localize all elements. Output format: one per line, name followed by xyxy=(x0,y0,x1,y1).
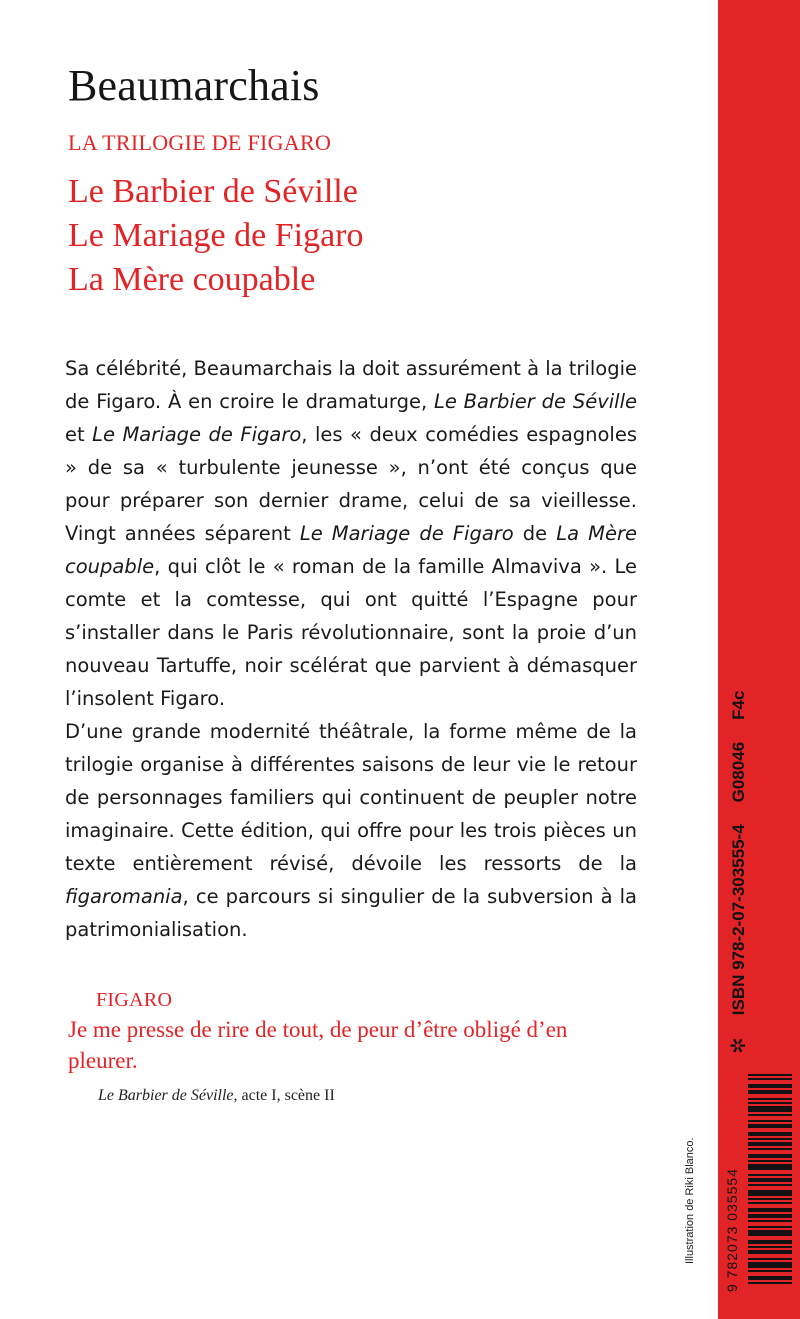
barcode-digits: 9 782073 035554 xyxy=(724,1168,740,1292)
work-titles xyxy=(68,170,364,302)
barcode-bar xyxy=(748,1282,792,1284)
barcode-bar xyxy=(748,1214,792,1216)
barcode-bar xyxy=(748,1246,792,1248)
barcode-bar xyxy=(748,1124,792,1126)
barcode-bar xyxy=(748,1250,792,1252)
barcode-bar xyxy=(748,1242,792,1244)
barcode-bar xyxy=(748,1132,792,1134)
barcode-bar xyxy=(748,1226,792,1228)
series-title: LA TRILOGIE DE FIGARO xyxy=(68,130,332,155)
barcode-bar xyxy=(748,1108,792,1110)
barcode-bar xyxy=(748,1168,792,1170)
barcode-bar xyxy=(748,1276,792,1278)
barcode-bar xyxy=(748,1078,792,1080)
author-name: Beaumarchais xyxy=(68,61,320,110)
barcode-bar xyxy=(748,1192,792,1194)
barcode-bar xyxy=(748,1154,792,1156)
barcode-bar xyxy=(748,1166,792,1168)
barcode-bar xyxy=(748,1102,792,1104)
quote-text: Je me presse de rire de tout, de peur d’être obligé d’en pleurer. xyxy=(68,1017,568,1073)
product-code: G08046 xyxy=(728,741,748,803)
barcode-bar xyxy=(748,1270,792,1272)
barcode-bar xyxy=(748,1138,792,1140)
barcode-bar xyxy=(748,1110,792,1112)
barcode-bar xyxy=(748,1114,792,1116)
barcode-bar xyxy=(748,1234,792,1236)
blurb-paragraph-1: Sa célébrité, Beaumarchais la doit assurément à la trilogie de Figaro. À en croire le dramaturge, Le Barbier de Séville et Le Mariage de Figaro, les « deux comédies espagnoles » de sa « turbulente jeunesse », n’ont été conçus que pour préparer son dernier drame, celui de sa vieillesse. Vingt années séparent Le Mariage de Figaro de La Mère coupable, qui clôt le « roman de la famille Almaviva ». Le comte et la comtesse, qui ont quitté l’Espagne pour s’installer dans le Paris révolutionnaire, sont la proie d’un nouveau Tartuffe, noir scélérat que parvient à démasquer l’insolent Figaro. xyxy=(65,357,638,710)
title-1: Le Barbier de Séville xyxy=(68,173,358,210)
barcode-bar xyxy=(748,1208,792,1210)
barcode-bar xyxy=(748,1202,792,1204)
barcode-bar xyxy=(748,1106,792,1108)
barcode-bar xyxy=(748,1098,792,1100)
barcode-bar xyxy=(748,1120,792,1122)
barcode-bar xyxy=(748,1216,792,1218)
barcode-bar xyxy=(748,1126,792,1128)
blurb-paragraph-2: D’une grande modernité théâtrale, la forme même de la trilogie organise à différentes saisons de leur vie le retour de personnages familiers qui continuent de peupler notre imaginaire. Cette édition, qui offre pour les trois pièces un texte entièrement révisé, dévoile les ressorts de la figaromania, ce parcours si singulier de la subversion à la patrimonialisation. xyxy=(65,720,637,941)
barcode-bar xyxy=(748,1156,792,1158)
barcode-bar xyxy=(748,1210,792,1212)
title-2: Le Mariage de Figaro xyxy=(68,217,364,254)
barcode-bar xyxy=(748,1084,792,1086)
barcode-bar xyxy=(748,1278,792,1280)
title-3: La Mère coupable xyxy=(68,261,316,298)
barcode-bar xyxy=(748,1178,792,1180)
barcode-bar xyxy=(748,1090,792,1092)
barcode-bar xyxy=(748,1194,792,1196)
barcode-icon xyxy=(748,1072,792,1292)
barcode-bar xyxy=(748,1174,792,1176)
barcode-bar xyxy=(748,1198,792,1200)
barcode-bar xyxy=(748,1252,792,1254)
quote-source: Le Barbier de Séville, acte I, scène II xyxy=(98,1087,335,1104)
barcode-bar xyxy=(748,1264,792,1266)
barcode-bar xyxy=(748,1258,792,1260)
barcode-bar xyxy=(748,1180,792,1182)
barcode-bar xyxy=(748,1262,792,1264)
gallimard-logo-icon: ✲ xyxy=(728,1037,750,1054)
barcode-bar xyxy=(748,1144,792,1146)
price-code: F4c xyxy=(728,690,748,720)
barcode-bar xyxy=(748,1160,792,1162)
barcode-bar xyxy=(748,1086,792,1088)
back-cover-blurb xyxy=(65,352,637,946)
barcode-bar xyxy=(748,1164,792,1166)
barcode-bar xyxy=(748,1184,792,1186)
barcode-bar xyxy=(748,1148,792,1150)
quote-speaker: FIGARO xyxy=(96,989,173,1011)
barcode-bar xyxy=(748,1230,792,1232)
barcode-bar xyxy=(748,1142,792,1144)
isbn-line xyxy=(726,691,751,1054)
barcode-bar xyxy=(748,1074,792,1076)
barcode-bar xyxy=(748,1266,792,1268)
barcode-block xyxy=(724,652,792,1292)
barcode-bar xyxy=(748,1240,792,1242)
barcode-bar xyxy=(748,1232,792,1234)
illustration-credit: Illustration de Riki Blanco. xyxy=(684,1137,696,1264)
barcode-bar xyxy=(748,1220,792,1222)
barcode-bar xyxy=(748,1190,792,1192)
barcode-bar xyxy=(748,1092,792,1094)
isbn-number: ISBN 978-2-07-303555-4 xyxy=(728,824,748,1016)
barcode-bar xyxy=(748,1134,792,1136)
